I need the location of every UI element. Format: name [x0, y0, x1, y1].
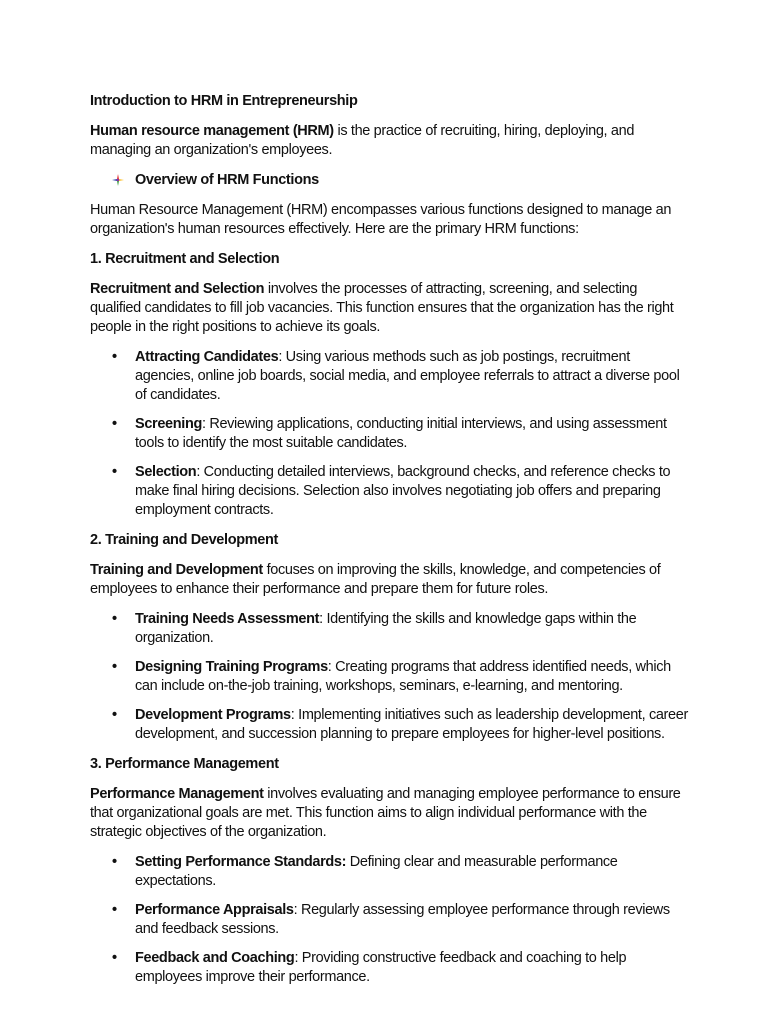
list-item: [90, 415, 688, 453]
star-bullet-icon: [112, 174, 124, 186]
list-item-text: : Implementing initiatives such as leadership development, career development, and succession planning to prepare employees for higher-level positions.: [135, 707, 688, 742]
list-item-term: Training Needs Assessment: [135, 611, 320, 627]
section-heading-recruitment: 1. Recruitment and Selection: [90, 251, 280, 267]
intro-term: Human resource management (HRM): [90, 123, 334, 139]
section-text: involves the processes of attracting, screening, and selecting qualified candidates to fill job vacancies. This function ensures that the organization has the right people in the right positions to achieve its goals.: [90, 281, 674, 335]
list-item-term: Setting Performance Standards:: [135, 854, 347, 870]
section-term: Performance Management: [90, 786, 264, 802]
section-heading-training: 2. Training and Development: [90, 532, 278, 548]
section-text: focuses on improving the skills, knowledge, and competencies of employees to enhance their performance and prepare them for future roles.: [90, 562, 661, 597]
list-item-text: : Identifying the skills and knowledge gaps within the organization.: [135, 611, 637, 646]
list-item-term: Attracting Candidates: [135, 349, 279, 365]
list-item-text: Defining clear and measurable performance expectations.: [135, 854, 618, 889]
section-paragraph-training: [90, 561, 688, 599]
list-item: [90, 463, 688, 520]
list-item: [90, 658, 688, 696]
section-term: Training and Development: [90, 562, 263, 578]
intro-text: is the practice of recruiting, hiring, deploying, and managing an organization's employees.: [90, 123, 635, 158]
bullet-list-recruitment: [90, 348, 688, 520]
list-item: [90, 706, 688, 744]
section-heading-performance: 3. Performance Management: [90, 756, 279, 772]
list-item: [90, 853, 688, 891]
list-item: [90, 901, 688, 939]
list-item-term: Development Programs: [135, 707, 291, 723]
bullet-list-performance: [90, 853, 688, 987]
list-item-term: Screening: [135, 416, 202, 432]
section-paragraph-recruitment: [90, 280, 688, 337]
section-text: involves evaluating and managing employee performance to ensure that organizational goals are met. This function aims to align individual performance with the strategic objectives of the organization.: [90, 786, 681, 840]
section-term: Recruitment and Selection: [90, 281, 265, 297]
list-item-term: Feedback and Coaching: [135, 950, 295, 966]
list-item-text: : Regularly assessing employee performance through reviews and feedback sessions.: [135, 902, 670, 937]
list-item-text: : Reviewing applications, conducting initial interviews, and using assessment tools to identify the most suitable candidates.: [135, 416, 667, 451]
list-item: [90, 949, 688, 987]
bullet-list-training: [90, 610, 688, 744]
section-paragraph-performance: [90, 785, 688, 842]
list-item: [90, 348, 688, 405]
list-item-term: Designing Training Programs: [135, 659, 328, 675]
list-item-text: : Using various methods such as job postings, recruitment agencies, online job boards, social media, and employee referrals to attract a diverse pool of candidates.: [135, 349, 680, 403]
intro-paragraph: [90, 122, 688, 160]
list-item-text: : Conducting detailed interviews, background checks, and reference checks to make final hiring decisions. Selection also involves negotiating job offers and preparing employment contracts.: [135, 464, 671, 518]
overview-heading-text: Overview of HRM Functions: [135, 172, 319, 188]
list-item: [90, 610, 688, 648]
list-item-text: : Providing constructive feedback and coaching to help employees improve their performance.: [135, 950, 627, 985]
overview-heading: [90, 171, 688, 190]
list-item-term: Performance Appraisals: [135, 902, 294, 918]
list-item-text: : Creating programs that address identified needs, which can include on-the-job training, workshops, seminars, e-learning, and mentoring.: [135, 659, 671, 694]
list-item-term: Selection: [135, 464, 197, 480]
document-title: Introduction to HRM in Entrepreneurship: [90, 93, 358, 109]
overview-paragraph: Human Resource Management (HRM) encompasses various functions designed to manage an organization's human resources effectively. Here are the primary HRM functions:: [90, 202, 672, 237]
